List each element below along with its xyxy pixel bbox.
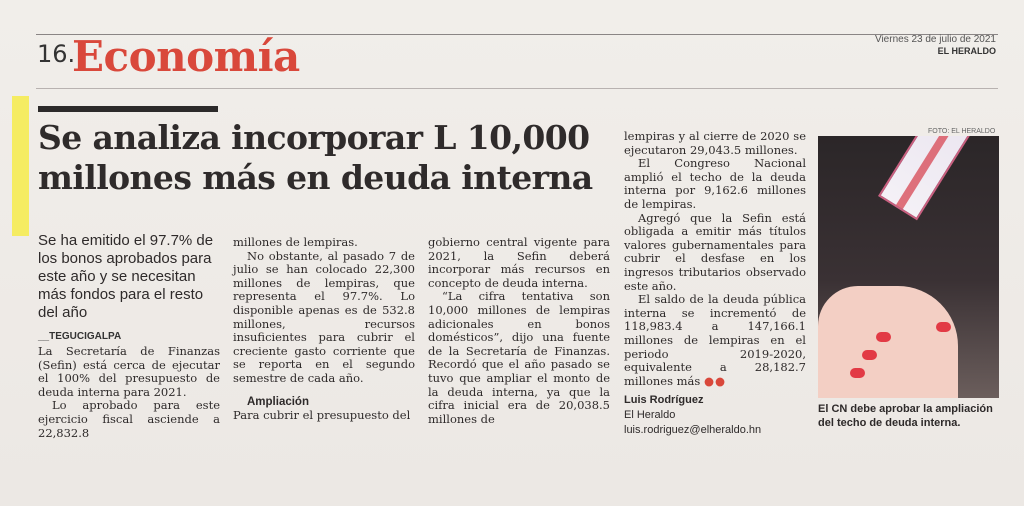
paragraph: Lo aprobado para este ejercicio fiscal asciende a 22,832.8	[38, 398, 220, 440]
photo-credit: FOTO: EL HERALDO	[928, 128, 996, 135]
headline-line-1: Se analiza incorporar L 10,000	[38, 118, 590, 157]
paragraph-text: El saldo de la deuda pública interna se incrementó de 118,983.4 a 147,166.1 millones de lempiras en el periodo 2019-2020, equivalente a 28,182.7 millones más	[624, 292, 806, 388]
paragraph: El Congreso Nacional amplió el techo de la deuda interna por 9,162.6 millones de lempiras.	[624, 156, 806, 211]
banknote-stripe	[896, 136, 980, 209]
banknote-graphic	[878, 136, 996, 220]
page-number: 16.	[37, 40, 76, 68]
paragraph: Agregó que la Sefin está obligada a emitir más títulos valores gubernamentales para cubrir el desfase en los ingresos tributarios observado este año.	[624, 210, 806, 293]
photo-caption: El CN debe aprobar la ampliación del techo de deuda interna.	[818, 403, 993, 429]
subheading: Ampliación	[247, 395, 309, 408]
lead-summary: Se ha emitido el 97.7% de los bonos aprobados para este año y se necesitan más fondos para el resto del año	[38, 232, 214, 321]
paragraph: Para cubrir el presupuesto del	[233, 408, 411, 423]
end-mark: ●●	[703, 373, 727, 388]
highlighter-mark	[12, 96, 29, 236]
headline	[38, 118, 613, 198]
fingernail-graphic	[862, 350, 877, 360]
section-title: Economía	[72, 32, 300, 81]
issue-date: Viernes 23 de julio de 2021	[874, 34, 996, 45]
fingernail-graphic	[876, 332, 891, 342]
header-divider	[36, 88, 998, 89]
author-outlet: El Heraldo	[624, 408, 676, 421]
article-photo	[818, 136, 999, 398]
paragraph	[624, 293, 806, 388]
article-column-1	[38, 345, 220, 440]
paragraph: gobierno central vigente para 2021, la Sefin deberá incorporar más recursos en concepto de deuda interna.	[428, 235, 610, 290]
paragraph: No obstante, al pasado 7 de julio se han colocado 22,300 millones de lempiras, que representa el 97.7%. Lo disponible apenas es de 532.8 millones, recursos insuficientes para cubrir el creciente gasto corriente que se reporta en el segundo semestre de cada año.	[233, 248, 415, 385]
paragraph: “La cifra tentativa son 10,000 millones de lempiras adicionales en bonos domésticos”, dijo una fuente de la Secretaría de Finanzas. Recordó que el año pasado se tuvo que ampliar el monto de la deuda interna, ya que la cifra inicial era de 20,038.5 millones de	[428, 289, 610, 426]
fingernail-graphic	[936, 322, 951, 332]
paragraph: lempiras y al cierre de 2020 se ejecutaron 29,043.5 millones.	[624, 129, 806, 157]
dateline: __TEGUCIGALPA	[38, 331, 122, 342]
author-name: Luis Rodríguez	[624, 394, 704, 407]
fingernail-graphic	[850, 368, 865, 378]
author-email: luis.rodriguez@elheraldo.hn	[624, 423, 762, 436]
paragraph: La Secretaría de Finanzas (Sefin) está cerca de ejecutar el 100% del presupuesto de deuda interna para 2021.	[38, 344, 220, 399]
paragraph: millones de lempiras.	[233, 235, 358, 249]
article-column-2	[233, 236, 415, 423]
headline-line-2: millones más en deuda interna	[38, 158, 593, 197]
publication-name: EL HERALDO	[937, 46, 996, 56]
headline-bar	[38, 106, 218, 112]
hand-graphic	[818, 286, 958, 398]
article-column-4	[624, 130, 806, 438]
article-column-3	[428, 236, 610, 426]
